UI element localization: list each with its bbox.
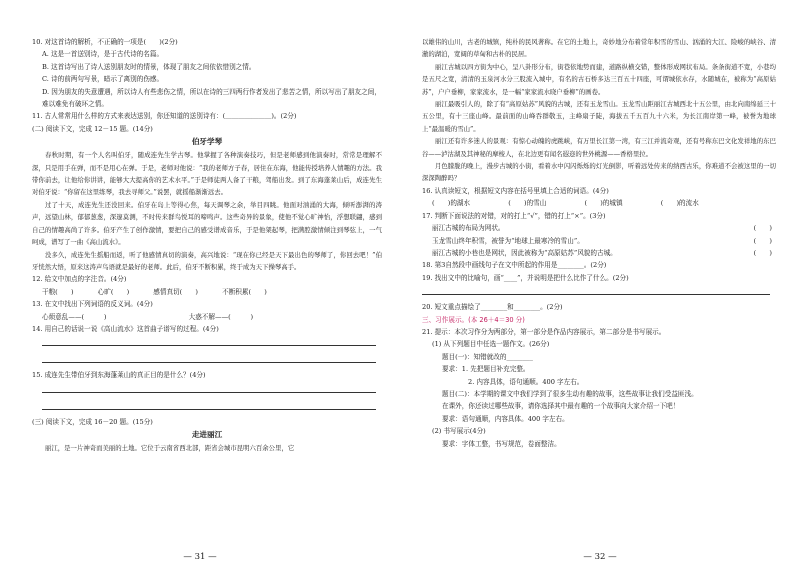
reading-2-header: (二) 阅读下文，完成 12－15 题。(14分) [32, 124, 153, 133]
q16-item: ( )的流水 [660, 199, 699, 208]
question-11: 11. 古人常常用什么样的方式来表达送别，你还知道的送别诗有：(＿＿＿＿＿＿＿)。(2分) [32, 112, 297, 121]
question-20: 20. 短文重点描绘了________和________。(2分) [422, 303, 563, 312]
q17-statement: 丽江古城的小巷也是网状，因此被称为“高原姑苏”风貌的古城。 [432, 248, 617, 257]
q17-statement: 玉龙雪山终年积雪，被誉为“地球上最寒冷的雪山”。 [432, 236, 584, 245]
question-14: 14. 用自己的话说一说《高山流水》这首曲子谱写的过程。(4分) [32, 324, 219, 333]
writing-topic-2-requirement: 要求：语句通顺，内容具体。400 字左右。 [442, 414, 569, 423]
writing-requirement: 要求：1. 先把题目补充完整。 [442, 365, 530, 374]
writing-topic-2: 题目(二)：本学期的课文中我们学到了很多生动有趣的故事，这些故事让我们受益匪浅。 [442, 389, 698, 398]
story-paragraph-1: 春秋时期，有一个人名叫伯牙，随成连先生学古琴。他掌握了各种演奏技巧，但是老师感到他演奏时，常常是理解不深，只是用手在弹，而不是用心在弹。于是，老师对他说：“我的老师方子春，居住在东海，他能传授培养人情趣的方法。我带你前去，让他给你讲讲，能够大大提高你的艺术水平。”于是师徒两人备了干粮，驾船出发。到了东海蓬莱山后，成连先生对伯牙说：“你留在这里练琴，我去寻师父。”说罢，就摇船渐渐远去。 [32, 151, 382, 197]
essay-title: 走进丽江 [191, 430, 223, 440]
question-15: 15. 成连先生带伯牙到东海蓬莱山的真正目的是什么？(4分) [32, 371, 206, 380]
q17-answer-box[interactable]: ( ) [753, 224, 772, 233]
essay-paragraph: 以雄伟的山川，古老的城镇，纯朴的民风著称。在它的土地上，奇妙地分布着常年积雪的雪山、汹涌的大江、险峻的峡谷、清澈的湖泊，宽阔的草甸和古朴的民居。 [422, 38, 776, 59]
q13-item: 大惑不解——( ) [188, 312, 254, 321]
story-title: 伯牙学琴 [191, 137, 223, 147]
essay-start: 丽江，是一片神奇而美丽的土地。它位于云南省西北部，距省会城市昆明六百余公里，它 [45, 444, 295, 453]
reading-3-header: (三) 阅读下文，完成 16－20 题。(15分) [32, 417, 153, 426]
question-19: 19. 找出文中的比喻句，画“____”，并说明是把什么比作了什么。(2分) [422, 273, 629, 282]
answer-line[interactable] [42, 399, 376, 410]
question-16: 16. 认真读短文，根据短文内容在括号里填上合适的词语。(4分) [422, 186, 609, 195]
section-3-header: 三、习作展示。(本 26＋4＝30 分) [422, 315, 525, 324]
q12-item: 感情真切( ) [153, 287, 198, 296]
answer-line[interactable] [42, 352, 376, 363]
essay-paragraph: 丽江古城以四方街为中心，呈八卦形分布，街巷依地势而建，道路纵横交错，整体形成网状布局。条条街道不宽，小巷均是五尺之宽，清清的玉泉河水分三股流入城中，有名的古石桥多达三百五十四座，可谓城依水存，水随城在，被称为“高原姑苏”，户户垂柳，家家流水，是一幅“家家流水晓户垂柳”的画卷。 [422, 62, 776, 96]
page-number: — 32 — [583, 552, 617, 562]
q17-answer-box[interactable]: ( ) [753, 248, 772, 257]
question-21: 21. 提示：本次习作分为两部分，第一部分是作品内容展示，第二部分是书写展示。 [422, 327, 666, 336]
right-page [400, 0, 800, 576]
essay-paragraph: 丽江最吸引人的，除了有“高原姑苏”风貌的古城，还有玉龙雪山。玉龙雪山距丽江古城西北十五公里，由北向南绵延三十五公里，有十三座山峰。最前面的山峰吞群敬玉，主峰扇子陡，海拔五千五百九十六米，为长江南岸第一峰，被誉为地球上“最温暖的雪山”。 [422, 100, 776, 133]
writing-part-1: (1) 从下列题目中任选一题作文。(26分) [432, 340, 550, 349]
writing-part-2: (2) 书写展示(4分) [432, 427, 486, 436]
essay-paragraph: 月色朦胧的晚上，漫步古城的小街，看着水中闪闪烁烁的灯光倒影，听着远处传来的纳西古乐，你难道不会被这里的一切深深陶醉吗？ [422, 162, 776, 183]
answer-line[interactable] [42, 382, 376, 393]
q12-item: 不断积累( ) [222, 287, 267, 296]
q10-option-b: B. 这首诗写出了诗人送别朋友时的情景，体现了朋友之间依依惜别之情。 [42, 62, 256, 71]
page-number: — 31 — [183, 552, 217, 562]
answer-line[interactable] [42, 335, 376, 346]
q10-option-d: D. 因为朋友的失意遭遇，所以诗人有些悲伤之情，所以在诗的三四两行作者发出了悲苦之情，所以写出了朋友之间，难以难免有破坏之情。 [42, 87, 381, 109]
writing-part-2-requirement: 要求：字体工整，书写规范，卷面整洁。 [442, 439, 561, 448]
writing-topic-1: 题目(一)：知错就改的________ [442, 352, 533, 361]
story-paragraph-3: 没多久，成连先生摇船而返，听了他感情真切的演奏，高兴地说：“现在你已经是天下最出色的琴师了，你回去吧！”伯牙恍然大悟，原来这涛声鸟语就是最好的老师。此后，伯牙不断积累，终于成为天下操琴高手。 [32, 250, 382, 271]
question-17: 17. 判断下面说法的对错，对的打上“√”，错的打上“×”。(3分) [422, 211, 606, 220]
q13-item: 心烦意乱——( ) [42, 312, 107, 321]
q10-option-a: A. 这是一首送别诗，是于古代诗的名篇。 [42, 50, 164, 59]
question-18: 18. 第3自然段中画线句子在文中所起的作用是________。(2分) [422, 261, 607, 270]
writing-topic-2-cont: 在课外，你还读过哪些故事，请你选择其中最有趣的一个故事向大家介绍一下吧！ [442, 402, 680, 411]
q16-item: ( )的城镇 [584, 199, 623, 208]
question-10: 10. 对这首诗的解析，不正确的一项是( )(2分) [32, 38, 178, 46]
essay-paragraph: 丽江还有许多迷人的景观：有惊心动魄的虎跳峡，有万里长江第一湾，有三江并流奇观，还有号称东巴文化发祥地的东巴谷——泸沽湖及其神秘的摩梭人，在北边更有闻名遐迩的世外桃源——香格里拉。 [422, 137, 776, 158]
q12-item: 干粮( ) [42, 287, 74, 296]
question-12: 12. 给文中加点的字注音。(4分) [32, 275, 127, 284]
story-paragraph-2: 过了十天，成连先生还没回来。伯牙在岛上等得心焦，每天调琴之余，举目四眺。他面对汹涌的大海，倾听澎湃的涛声，远望山林，郁郁葱葱，深邃莫测，不时传来群鸟悦耳的啼鸣声。这些奇异的景象，使他不觉心旷神怡，浮想联翩，感到自己的情趣高尚了许多。伯牙产生了创作激情，要把自己的感受谱成音乐，于是他架起琴，把满腔激情倾注到琴弦上，一气呵成，谱写了一曲《高山流水》。 [32, 200, 382, 247]
question-13: 13. 在文中找出下列词语的反义词。(4分) [32, 300, 153, 309]
q12-item: 心旷( ) [97, 287, 130, 296]
writing-requirement-2: 2. 内容具体，语句通顺。400 字左右。 [468, 377, 584, 386]
answer-line[interactable] [422, 284, 770, 295]
q10-option-c: C. 诗的前两句写景，暗示了离别的伤感。 [42, 75, 164, 84]
q17-statement: 丽江古城的布局为网状。 [432, 224, 505, 233]
q16-item: ( )的湖水 [432, 199, 471, 208]
q17-answer-box[interactable]: ( ) [753, 236, 772, 245]
q16-item: ( )的雪山 [508, 199, 547, 208]
